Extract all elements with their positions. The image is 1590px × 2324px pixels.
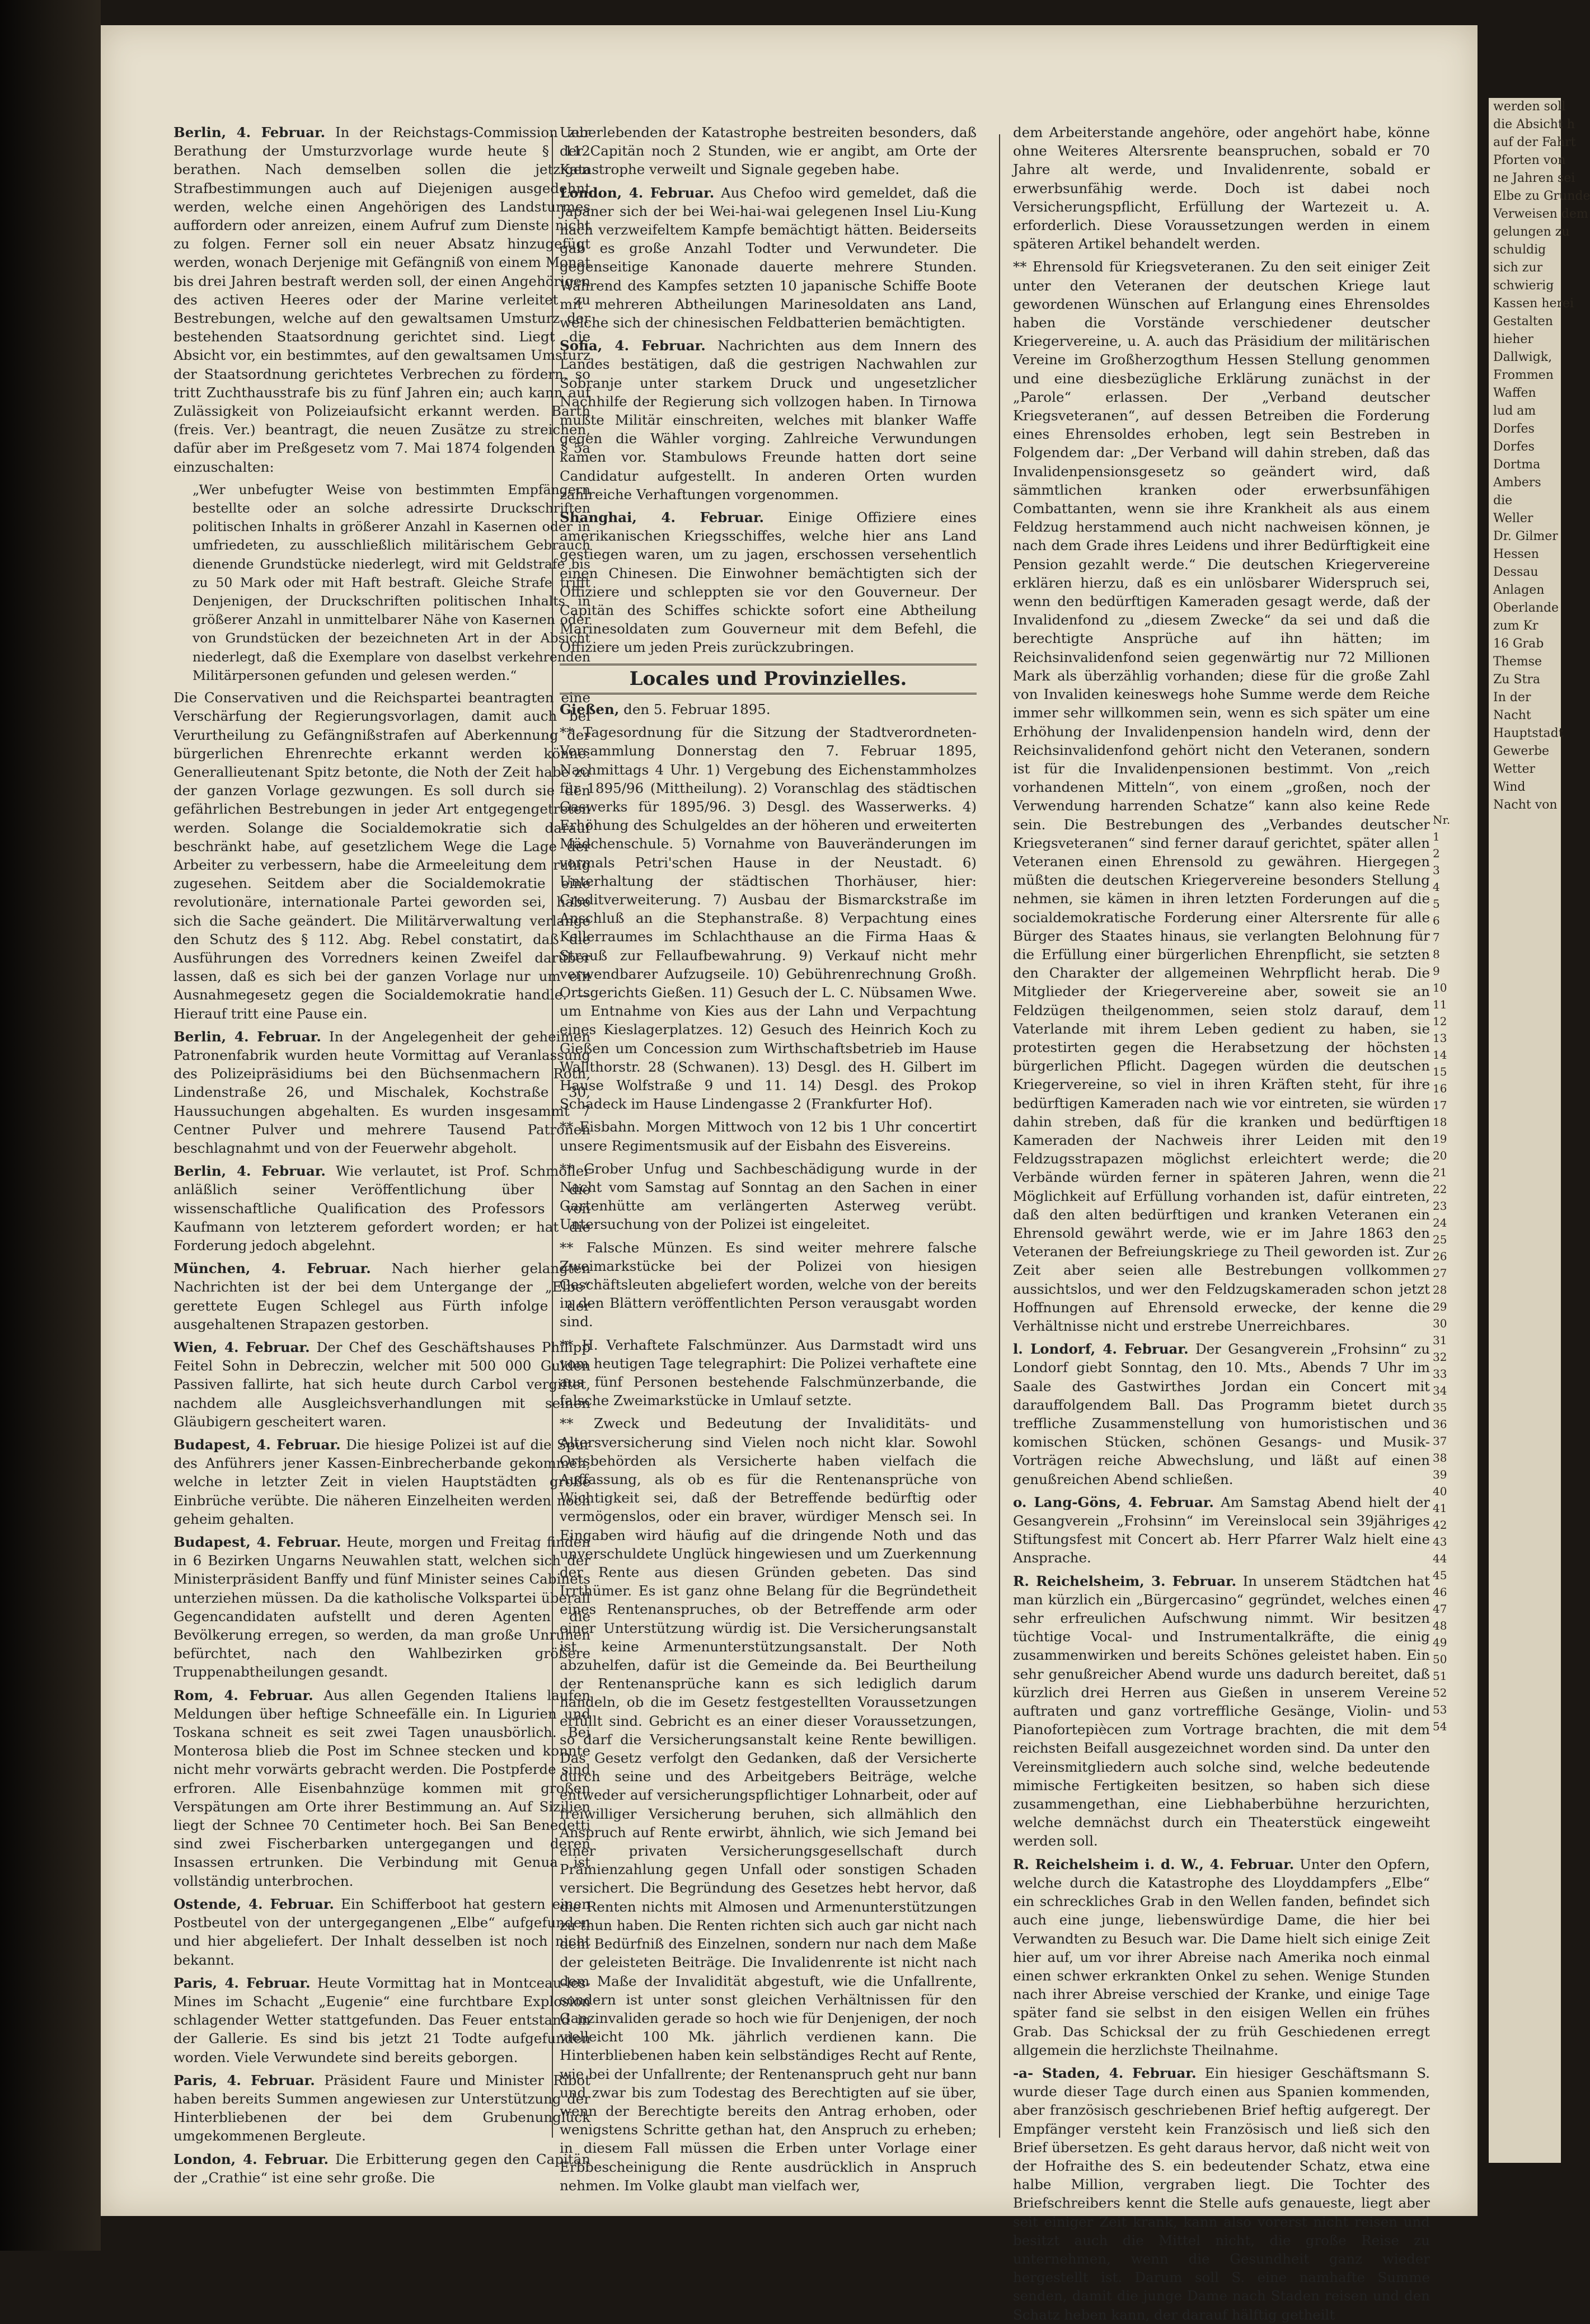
facing-page-number: 22 <box>1433 1182 1447 1196</box>
article-place: Budapest, 4. Februar. <box>173 1534 341 1551</box>
facing-page-number: 17 <box>1433 1098 1447 1112</box>
local-news-item <box>560 1238 977 1331</box>
facing-page-number: 42 <box>1433 1518 1447 1532</box>
facing-page-line: Wetter <box>1493 762 1536 776</box>
facing-page-number: 13 <box>1433 1031 1447 1045</box>
article-place: Paris, 4. Februar. <box>173 1974 311 1991</box>
facing-page-line: Elbe zu Grunde <box>1493 189 1590 203</box>
facing-page-number: 11 <box>1433 998 1447 1011</box>
facing-page-table-numbers <box>1433 811 1483 1735</box>
facing-page-text <box>1489 98 1590 814</box>
local-news-item <box>560 1159 977 1234</box>
facing-page-line: Dortma <box>1493 458 1541 472</box>
article-place: -a- Staden, 4. Februar. <box>1013 2064 1197 2081</box>
facing-page-number: 31 <box>1433 1334 1447 1347</box>
facing-page-number: 52 <box>1433 1686 1447 1699</box>
facing-page-number: 9 <box>1433 964 1440 978</box>
facing-page-number: 4 <box>1433 880 1440 894</box>
facing-page-line: Zu Stra <box>1493 673 1540 687</box>
local-news-item <box>560 723 977 1113</box>
facing-page-line: Kassen herei <box>1493 297 1574 311</box>
local-news-item <box>560 1414 977 2195</box>
facing-page-number: 46 <box>1433 1585 1447 1599</box>
article <box>1013 1572 1430 1851</box>
article <box>560 336 977 504</box>
article-text: Wie verlautet, ist Prof. Schmoller anläßlich seiner Veröffentlichung über die wissenschaftliche Qualification des Professors von Kaufmann von letzterem gefordert worden; er hat die Forderung jedoch abgelehnt. <box>173 1163 590 1253</box>
article-text: ** Falsche Münzen. Es sind weiter mehrere falsche Zweimarkstücke bei der Polizei von hiesigen Geschäftsleuten abgeliefert worden, welche von der bereits in den Blättern veröffentlichten Person verausgabt worden sind. <box>560 1239 977 1330</box>
facing-page-number: 29 <box>1433 1300 1447 1313</box>
article-text: Unter den Opfern, welche durch die Katastrophe des Lloyddampfers „Elbe“ ein schreckliches Grab in den Wellen fanden, befindet sich auch eine junge, liebenswürdige Dame, die hier bei Verwandten zu Besuch war. Die Dame hielt sich einige Zeit hier auf, um vor ihrer Abreise nach Amerika noch einmal einen schwer erkrankten Onkel zu sehen. Wenige Stunden nach ihrer Abreise verschied der Kranke, und einige Tage später fand sie selbst in den eisigen Wellen ein frühes Grab. Das Schicksal der zu früh Geschiedenen erregt allgemein die herzlichste Theilnahme. <box>1013 1856 1430 2058</box>
dateline <box>560 700 977 719</box>
facing-page-line: die Absicht h <box>1493 118 1575 132</box>
facing-page-line: Dorfes <box>1493 422 1535 436</box>
facing-page-line: Anlagen <box>1493 583 1545 597</box>
article-text: Präsident Faure und Minister Ribot haben bereits Summen angewiesen zur Unterstützung der Hinterbliebenen der bei dem Grubenunglück umgekommenen Bergleute. <box>173 2072 590 2144</box>
facing-page-number: 38 <box>1433 1451 1447 1464</box>
facing-page-number: 45 <box>1433 1569 1447 1582</box>
article <box>173 2150 590 2187</box>
facing-page-number: 6 <box>1433 914 1440 927</box>
article <box>173 688 590 1023</box>
article-place: Wien, 4. Februar. <box>173 1339 310 1355</box>
facing-page-number: 25 <box>1433 1233 1447 1246</box>
article-text: Nachrichten aus dem Innern des Landes bestätigen, daß die gestrigen Nachwahlen zur Sobranje unter starkem Druck und ungesetzlicher Nachhilfe der Regierung sich vollzogen haben. In Tirnowa mußte Militär einschreiten, welches mit blanker Waffe gegen die Wähler vorging. Zahlreiche Verwundungen kamen vor. Stambulows Freunde hatten dort seine Candidatur aufgestellt. In anderen Orten wurden zahlreiche Verhaftungen vorgenommen. <box>560 337 977 503</box>
article-place: Ostende, 4. Februar. <box>173 1895 334 1912</box>
article <box>173 1259 590 1334</box>
facing-page-number: 23 <box>1433 1199 1447 1213</box>
facing-page-number: 50 <box>1433 1652 1447 1666</box>
article-text: dem Arbeiterstande angehöre, oder angehört habe, könne ohne Weiteres Altersrente beanspruchen, sobald er 70 Jahre alt werde, und Invalidenrente, sobald er erwerbsunfähig werde. Doch ist dabei noch Versicherungspflicht, Erfüllung der Wartezeit u. A. erforderlich. Diese Voraussetzungen werden in einem späteren Artikel behandelt werden. <box>1013 124 1430 252</box>
facing-page-number: 41 <box>1433 1501 1447 1515</box>
article <box>173 2071 590 2145</box>
article <box>173 123 590 476</box>
article-text: ** Ehrensold für Kriegsveteranen. Zu den seit einiger Zeit unter den Veteranen der deutschen Kriege laut gewordenen Wünschen auf Erlangung eines Ehrensoldes haben die Vorstände verschiedener deutscher Kriegervereine, u. A. auch das Präsidium der militärischen Vereine im Großherzogthum Hessen Stellung genommen und eine diesbezügliche Erklärung zunächst in der „Parole“ erlassen. Der „Verband deutscher Kriegsveteranen“, auf dessen Betreiben die Forderung eines Ehrensoldes erhoben, legt sein Bestreben in Folgendem dar: „Der Verband will dahin streben, daß das Invalidenpensionsgesetz so geändert wird, daß sämmtlichen kranken oder erwerbsunfähigen Combattanten, wenn sie ihre Krankheit als aus einem Feldzug herstammend auch nicht nachweisen können, je nach dem Grade ihres Leidens und ihrer Bedürftigkeit eine Pension gezahlt werde.“ Die deutschen Kriegervereine erklären hierzu, daß es ein unlösbarer Widerspruch sei, wenn den bedürftigen Kameraden gesagt werde, daß der Invalidenfond zu „diesem Zwecke“ da sei und daß die berechtigte Ansprüche auf ihn hätten; im Reichsinvalidenfond seien gegenwärtig nur 72 Millionen Mark als überzählig vorhanden; diese für die große Zahl von Invaliden keineswegs hohe Summe werde dem Reiche immer sehr willkommen sein, wenn es sich später um eine Erhöhung der Invalidenpension handeln wird, denn der Reichsinvalidenfond gehört nicht den Veteranen, sondern ist für die Invalidenpensionen bestimmt. Von „reich vorhandenen Mitteln“, von einem „großen, noch der Verwendung harrenden Schatze“ kann also keine Rede sein. Die Bestrebungen des „Verbandes deutscher Kriegsveteranen“ sind ferner darauf gerichtet, später allen Veteranen einen Ehrensold zu gewähren. Hiergegen müßten die deutschen Kriegervereine besonders Stellung nehmen, sie kämen in ihren letzten Forderungen auf die socialdemokratische Forderung einer Altersrente für alle Bürger des Staates hinaus, sie verlangten Belohnung für die Erfüllung einer bürgerlichen Ehrenpflicht, sie setzten den Charakter der allgemeinen Wehrpflicht herab. Die Mitglieder der Kriegervereine aber, soweit sie an Feldzügen theilgenommen, seien stolz darauf, dem Vaterlande mit ihrem Leben gedient zu haben, sie protestirten gegen die Herabsetzung der höchsten bürgerlichen Pflicht. Dagegen würden die deutschen Kriegervereine, so viel in ihren Kräften steht, für ihre bedürftigen Kameraden nach wie vor eintreten, sie würden dahin streben, daß für die kranken und bedürftigen Kameraden der Nachweis ihrer Leiden mit den Feldzugsstrapazen möglichst erleichtert werde; die Verbände würden ferner in späteren Jahren, wenn die Möglichkeit auf Erfüllung vorhanden ist, dafür eintreten, daß den alten bedürftigen und kranken Veteranen ein Ehrensold gewährt werde, wie er im Jahre 1863 den Veteranen der Befreiungskriege zu Theil geworden ist. Zur Zeit aber seien alle Bestrebungen vollkommen aussichtslos, und wer den Feldzugskameraden schon jetzt Hoffnungen auf Ehrensold erwecke, der kenne die Verhältnisse nicht und erstrebe Unerreichbares. <box>1013 259 1430 1334</box>
facing-page-line: auf der Fahrt <box>1493 135 1576 149</box>
facing-page-number: 37 <box>1433 1434 1447 1448</box>
article-place: Rom, 4. Februar. <box>173 1687 313 1703</box>
facing-page-line: Dallwigk, <box>1493 350 1553 364</box>
article-text: Heute, morgen und Freitag finden in 6 Bezirken Ungarns Neuwahlen statt, welchen sich der Ministerpräsident Banffy und fünf Minister seines Cabinets unterziehen müssen. Da die katholische Volkspartei überall Gegencandidaten aufstellt und deren Agenten die Bevölkerung erregen, so werden, da man große Unruhen befürchtet, nach den Wahlbezirken größere Truppenabtheilungen gesandt. <box>173 1534 590 1680</box>
facing-page-line: Pforten von <box>1493 153 1566 167</box>
article-place: Berlin, 4. Februar. <box>173 1028 321 1045</box>
article-text: Am Samstag Abend hielt der Gesangverein „Frohsinn“ im Vereinslocal sein 39jähriges Stiftungsfest mit Concert ab. Herr Pfarrer Walz hielt eine Ansprache. <box>1013 1494 1430 1566</box>
dateline-date: den 5. Februar 1895. <box>623 701 771 717</box>
quoted-paragraph: „Wer unbefugter Weise von bestimmten Empfängern bestellte oder an solche adressirte Druckschriften politischen Inhalts in größerer Anzahl in Kasernen oder in umfriedeten, zu ausschließlich militärischem Gebrauch dienende Grundstücke niederlegt, wird mit Geldstrafe bis zu 50 Mark oder mit Haft bestraft. Gleiche Strafe trifft Denjenigen, der Druckschriften politischen Inhalts in größerer Anzahl in unmittelbarer Nähe von Kasernen oder von Grundstücken der bezeichneten Art in der Absicht niederlegt, daß die Exemplare von daselbst verkehrenden Militärpersonen gefunden und gelesen werden.“ <box>193 481 590 683</box>
facing-page-number: 21 <box>1433 1166 1447 1179</box>
facing-page-line: Nacht von <box>1493 798 1558 812</box>
article <box>560 508 977 657</box>
article-place: Sofia, 4. Februar. <box>560 337 706 354</box>
article-text: In der Angelegenheit der geheimen Patronenfabrik wurden heute Vormittag auf Veranlassung des Polizeipräsidiums bei den Büchsenmachern Roth, Lindenstraße 26, und Mischalek, Kochstraße 30, Haussuchungen abgehalten. Es wurden insgesammt 7 Centner Pulver und mehrere Tausend Patronen beschlagnahmt und von der Feuerwehr abgeholt. <box>173 1028 590 1156</box>
facing-page-line: Hauptstadt <box>1493 726 1564 740</box>
facing-page-number: 51 <box>1433 1669 1447 1683</box>
column-2 <box>560 123 977 2194</box>
facing-page-line: Frommen <box>1493 368 1554 382</box>
facing-page-line: gelungen zu <box>1493 225 1570 239</box>
article <box>1013 123 1430 253</box>
facing-page-number: 18 <box>1433 1115 1447 1129</box>
article-text: In unserem Städtchen hat man kürzlich ein „Bürgercasino“ gegründet, welches einen sehr erfreulichen Aufschwung nimmt. Wir besitzen tüchtige Vocal- und Instrumentalkräfte, die einig zusammenwirken und bereits Schönes geleistet haben. Ein sehr genußreicher Abend wurde uns dadurch bereitet, daß kürzlich drei Herren aus Gießen in unserem Vereine auftraten und ganz vortreffliche Gesänge, Violin- und Pianofortepiècen zum Vortrage brachten, die mit dem reichsten Beifall ausgezeichnet worden sind. Da unter den Vereinsmitgliedern auch solche sind, welche bedeutende mimische Fertigkeiten besitzen, so haben sich diese zusammengethan, eine Liebhaberbühne herzurichten, welche demnächst durch ein Theaterstück eingeweiht werden soll. <box>1013 1572 1430 1849</box>
facing-page-number: 19 <box>1433 1132 1447 1145</box>
facing-page-line: Oberlande <box>1493 601 1559 615</box>
article-text: ** Eisbahn. Morgen Mittwoch von 12 bis 1 Uhr concertirt unsere Regimentsmusik auf der Eisbahn des Eisvereins. <box>560 1119 977 1154</box>
article <box>173 1338 590 1431</box>
facing-page-line: 16 Grab <box>1493 637 1544 651</box>
facing-page-number: 32 <box>1433 1350 1447 1364</box>
facing-page-line: Wind <box>1493 780 1526 794</box>
column-3 <box>1013 123 1430 2323</box>
facing-page-number: 27 <box>1433 1266 1447 1280</box>
facing-page-number: 40 <box>1433 1485 1447 1498</box>
facing-page-line: zum Kr <box>1493 619 1539 633</box>
article <box>173 1162 590 1255</box>
column-1 <box>173 123 591 2186</box>
facing-page-number: 35 <box>1433 1401 1447 1414</box>
article-text: Der Gesangverein „Frohsinn“ zu Londorf giebt Sonntag, den 10. Mts., Abends 7 Uhr im Saale des Gastwirthes Jordan ein Concert mit darauffolgendem Ball. Das Programm bietet durch treffliche Zusammenstellung von humoristischen und komischen Stücken, schönen Gesangs- und Musik-Vorträgen reiche Abwechslung, und läßt auf einen genußreichen Abend schließen. <box>1013 1341 1430 1487</box>
facing-page-line: Gewerbe <box>1493 744 1550 758</box>
article-text: ** Tagesordnung für die Sitzung der Stadtverordneten-Versammlung Donnerstag den 7. Februar 1895, Nachmittags 4 Uhr. 1) Vergebung des Eichenstammholzes für 1895/96 (Mittheilung). 2) Voranschlag des städtischen Gaswerks für 1895/96. 3) Desgl. des Wasserwerks. 4) Erhöhung des Schulgeldes an der höheren und erweiterten Mädchenschule. 5) Vornahme von Bauveränderungen im vormals Petri'schen Hause in der Neustadt. 6) Unterhaltung der städtischen Thorhäuser, hier: Creditverweiterung. 7) Ausbau der Bismarckstraße im Anschluß an die Stephanstraße. 8) Verpachtung eines Kellerraumes im Schlachthause an die Firma Haas & Strauß zur Fellaufbewahrung. 9) Verkauf nicht mehr verwendbarer Aufzugseile. 10) Gebührenrechnung Großh. Ortsgerichts Gießen. 11) Gesuch der L. C. Nübsamen Wwe. um Entnahme von Kies aus der Lahn und Verpachtung eines Kieslagerplatzes. 12) Gesuch des Heinrich Koch zu Gießen um Concession zum Wirthschaftsbetrieb im Hause Wallthorstr. 28 (Schwanen). 13) Desgl. des H. Gilbert im Hause Wolfstraße 9 und 11. 14) Desgl. des Prokop Schadeck im Hause Lindengasse 2 (Frankfurter Hof). <box>560 724 977 1112</box>
article <box>1013 2064 1430 2324</box>
article-place: R. Reichelsheim i. d. W., 4. Februar. <box>1013 1856 1294 1872</box>
article-text: Der Chef des Geschäftshauses Philipp Feitel Sohn in Debreczin, welcher mit 500 000 Gulden Passiven fallirte, hat sich heute durch Carbol vergiftet, nachdem alle Ausgleichsverhandlungen mit seinen Gläubigern gescheitert waren. <box>173 1339 590 1430</box>
facing-page-number: 8 <box>1433 947 1440 961</box>
facing-page-edge <box>1489 98 1590 2163</box>
article-text: Aus Chefoo wird gemeldet, daß die Japaner sich der bei Wei-hai-wai gelegenen Insel Liu-Kung nach verzweifeltem Kampfe bemächtigt hätten. Beiderseits gab es große Anzahl Todter und Verwundeter. Die gegenseitige Kanonade dauerte mehrere Stunden. Während des Kampfes setzten 10 japanische Schiffe Boote mit mehreren Abtheilungen Marinesoldaten ans Land, welche sich der chinesischen Feldbatterien bemächtigten. <box>560 184 977 331</box>
facing-page-number: 30 <box>1433 1317 1447 1330</box>
article-place: Budapest, 4. Februar. <box>173 1436 341 1453</box>
facing-page-number: 47 <box>1433 1602 1447 1616</box>
article-text: ** H. Verhaftete Falschmünzer. Aus Darmstadt wird uns vom heutigen Tage telegraphirt: Die Polizei verhaftete eine aus fünf Personen bestehende Falschmünzerbande, die falsche Zweimarkstücke in Umlauf setzte. <box>560 1336 977 1409</box>
article <box>1013 1493 1430 1567</box>
local-news-item <box>1013 257 1430 1335</box>
facing-page-number: 48 <box>1433 1619 1447 1632</box>
facing-page-number: 26 <box>1433 1250 1447 1263</box>
facing-page-number: 1 <box>1433 830 1440 843</box>
article <box>1013 1340 1430 1489</box>
column-rule <box>999 134 1000 2138</box>
article-text: Nach hierher gelangten Nachrichten ist der bei dem Untergange der „Elbe“ gerettete Eugen Schlegel aus Fürth infolge der ausgehaltenen Strapazen gestorben. <box>173 1260 590 1332</box>
facing-page-number: 15 <box>1433 1065 1447 1078</box>
facing-page-number: 44 <box>1433 1552 1447 1565</box>
article-place: München, 4. Februar. <box>173 1260 371 1277</box>
article-text: Heute Vormittag hat in Montceau-les-Mines im Schacht „Eugenie“ eine furchtbare Explosion schlagender Wetter stattgefunden. Das Feuer entstand in der Gallerie. Es sind bis jetzt 21 Todte aufgefunden worden. Viele Verwundete sind bereits geborgen. <box>173 1974 591 2065</box>
article-text: Aus allen Gegenden Italiens laufen Meldungen über heftige Schneefälle ein. In Ligurien und Toskana schneit es seit zwei Tagen unausbörlich. Bei Monterosa blieb die Post im Schnee stecken und konnte nicht mehr vorwärts gebracht werden. Die Postpferde sind erfroren. Alle Eisenbahnzüge kommen mit großen Verspätungen am Orte ihrer Bestimmung an. Auf Sizilien liegt der Schnee 70 Centimeter hoch. Bei San Benedetti sind zwei Fischerbarken untergegangen und deren Insassen ertrunken. Die Verbindung mit Genua ist vollständig unterbrochen. <box>173 1687 590 1889</box>
article-place: Berlin, 4. Februar. <box>173 124 326 140</box>
facing-page-line: Dessau <box>1493 565 1539 579</box>
facing-page-number: 7 <box>1433 931 1440 944</box>
facing-page-number: 34 <box>1433 1384 1447 1397</box>
facing-page-number: 28 <box>1433 1283 1447 1297</box>
article <box>560 123 977 179</box>
article <box>560 184 977 332</box>
article-text: Die Conservativen und die Reichspartei beantragten eine Verschärfung der Regierungsvorlagen, damit auch bei Verurtheilung zu Gefängnißstrafen auf Aberkennung der bürgerlichen Ehrenrechte erkannt werden könne. Generallieutenant Spitz betonte, die Noth der Zeit habe zu der ganzen Vorlage gezwungen. Es soll durch sie den gefährlichen Bestrebungen in jeder Art entgegengetreten werden. Solange die Socialdemokratie sich darauf beschränkt habe, auf gesetzlichem Wege die Lage der Arbeiter zu verbessern, habe die Armeeleitung dem ruhig zugesehen. Seitdem aber die Socialdemokratie eine revolutionäre, internationale Partei geworden sei, habe sich die Sache geändert. Die Militärverwaltung verlange den Schutz des § 112. Abg. Rebel constatirt, daß die Ausführungen des Vorredners keinen Zweifel darüber lassen, daß es sich bei der ganzen Vorlage nur um ein Ausnahmegesetz gegen die Socialdemokratie handle. — Hierauf tritt eine Pause ein. <box>173 689 590 1022</box>
facing-page-number: 10 <box>1433 981 1447 994</box>
facing-page-line: Ambers <box>1493 476 1541 490</box>
article <box>173 1895 590 1969</box>
facing-page-line: die <box>1493 494 1513 508</box>
article-place: l. Londorf, 4. Februar. <box>1013 1341 1189 1358</box>
facing-page-number: 53 <box>1433 1703 1447 1716</box>
facing-page-number: 33 <box>1433 1367 1447 1381</box>
dateline-place: Gießen, <box>560 701 620 717</box>
facing-page-number: 2 <box>1433 847 1440 860</box>
article-text: ** Zweck und Bedeutung der Invaliditäts- und Altersversicherung sind Vielen noch nicht klar. Sowohl Ortsbehörden als Versicherte haben vielfach die Auffassung, als ob es für die Rentenansprüche von Wichtigkeit sei, daß der Betreffende bedürftig oder vermögenslos, oder ein braver, würdiger Mensch sei. In Eingaben wird häufig auf die dringende Noth und das unverschuldete Unglück hingewiesen und um Zuerkennung der Rente aus diesen Gründen gebeten. Das sind Irrthümer. Es ist ganz ohne Belang für die Begründetheit eines Rentenanspruches, ob der Betreffende arm oder einer Unterstützung würdig ist. Die Versicherungsanstalt ist keine Armenunterstützungsanstalt. Der Noth abzuhelfen, dafür ist die Gemeinde da. Bei Beurtheilung der Rentenansprüche kann es sich lediglich darum handeln, ob die im Gesetz festgestellten Voraussetzungen erfüllt sind. Gebricht es an einer dieser Voraussetzungen, so darf die Versicherungsanstalt keine Rente bewilligen. Das Gesetz verfolgt den Gedanken, daß der Versicherte durch seine und des Arbeitgebers Beiträge, welche entweder auf versicherungspflichtiger Lohnarbeit, oder auf freiwilliger Versicherung beruhen, sich allmählich den Anspruch auf Rente erwirbt, ähnlich, wie sich Jemand bei einer privaten Versicherungsgesellschaft durch Prämienzahlung gegen Unfall oder sonstigen Schaden versichert. Die Begründung des Gesetzes hebt hervor, daß die Renten nichts mit Almosen und Armenunterstützungen zu thun haben. Die Renten richten sich auch gar nicht nach dem Bedürfniß des Einzelnen, sondern nur nach dem Maße der geleisteten Beiträge. Die Invalidenrente ist nicht nach dem Maße der Invalidität abgestuft, wie die Unfallrente, sondern ist unter sonst gleichen Verhältnissen für den Ganzinvaliden gerade so hoch wie für Denjenigen, der noch vielleicht 100 Mk. jährlich verdienen kann. Die Hinterbliebenen haben kein selbständiges Recht auf Rente, wie bei der Unfallrente; der Rentenanspruch geht nur bann und zwar bis zum Todestag des Berechtigten auf sie über, wenn der Berechtigte bereits den Antrag erhoben, oder wenigstens Schritte gethan hat, den Anspruch zu erheben; in diesem Fall müssen die Erben unter Vorlage einer Erbbescheinigung die Rente ausdrücklich in Anspruch nehmen. Im Volke glaubt man vielfach wer, <box>560 1415 977 2194</box>
facing-page-number: 49 <box>1433 1636 1447 1649</box>
article-text: Einige Offiziere eines amerikanischen Kriegsschiffes, welche hier ans Land gestiegen waren, um zu jagen, erschossen versehentlich einen Chinesen. Die Einwohner bemächtigten sich der Offiziere und schleppten sie vor den Gouverneur. Der Capitän des Schiffes schickte sofort eine Abtheilung Marinesoldaten zum Gouverneur mit dem Befehl, die Offiziere um jeden Preis zurückzubringen. <box>560 509 977 656</box>
article <box>173 1435 590 1528</box>
article-text: Die Erbitterung gegen den Capitän der „Crathie“ ist eine sehr große. Die <box>173 2151 590 2186</box>
facing-page-number: 12 <box>1433 1015 1447 1028</box>
article <box>173 1686 590 1890</box>
facing-page-number: 3 <box>1433 863 1440 877</box>
article <box>1013 1855 1430 2059</box>
facing-page-line: sich zur <box>1493 261 1543 275</box>
facing-page-number: 16 <box>1433 1082 1447 1095</box>
facing-page-number: 24 <box>1433 1216 1447 1229</box>
facing-page-line: In der <box>1493 691 1531 705</box>
facing-page-number: Nr. <box>1433 813 1451 827</box>
local-news-item <box>560 1118 977 1154</box>
article-place: London, 4. Februar. <box>560 184 715 201</box>
facing-page-number: 54 <box>1433 1720 1447 1733</box>
article-text: Ein hiesiger Geschäftsmann S. wurde dieser Tage durch einen aus Spanien kommenden, aber französisch geschriebenen Brief heftig aufgeregt. Der Empfänger versteht kein Französisch und ließ sich den Brief übersetzen. Es geht daraus hervor, daß nicht weit von der Hofraithe des S. ein bedeutender Schatz, etwa eine halbe Million, vergraben liegt. Die Tochter des Briefschreibers kennt die Stelle aufs genaueste, liegt aber seit einiger Zeit krank, kann also vorerst nicht reisen und besitzt auch die Mittel nicht, die große Reise zu unternehmen, wenn die Gesundheit ganz wieder hergestellt ist. Darum soll S. eine namhafte Summe senden, damit die junge Dame nach Staden reisen und den Schatz heben kann, der darauf hälftig getheilt <box>1013 2064 1430 2323</box>
facing-page-number: 14 <box>1433 1048 1447 1062</box>
article-place: R. Reichelsheim, 3. Februar. <box>1013 1572 1237 1589</box>
facing-page-line: Hessen <box>1493 547 1539 561</box>
article-place: Paris, 4. Februar. <box>173 2072 315 2088</box>
facing-page-number: 43 <box>1433 1535 1447 1548</box>
facing-page-number: 36 <box>1433 1417 1447 1431</box>
article-text: Die hiesige Polizei ist auf die Spur des Anführers jener Kassen-Einbrecherbande gekommen, welche in letzter Zeit in vielen Hauptstädten große Einbrüche verübte. Die näheren Einzelheiten werden noch geheim gehalten. <box>173 1436 591 1527</box>
facing-page-line: Themse <box>1493 655 1542 669</box>
article-place: Berlin, 4. Februar. <box>173 1163 326 1180</box>
facing-page-number: 20 <box>1433 1149 1447 1162</box>
facing-page-line: Gestalten <box>1493 314 1553 328</box>
article-text: Ueberlebenden der Katastrophe bestreiten besonders, daß der Capitän noch 2 Stunden, wie er angibt, am Orte der Katastrophe verweilt und Signale gegeben habe. <box>560 124 977 178</box>
facing-page-line: schwierig <box>1493 279 1554 293</box>
facing-page-line: hieher <box>1493 332 1533 346</box>
facing-page-line: lud am <box>1493 404 1536 418</box>
article <box>173 1027 590 1157</box>
local-news-item <box>560 1336 977 1410</box>
facing-page-number: 5 <box>1433 897 1440 910</box>
facing-page-line: ne Jahren sei <box>1493 171 1575 185</box>
section-heading: Locales und Provinzielles. <box>560 664 977 694</box>
article <box>173 1974 590 2067</box>
facing-page-line: Weller <box>1493 511 1533 525</box>
facing-page-line: schuldig <box>1493 243 1546 257</box>
article-place: London, 4. Februar. <box>173 2151 329 2167</box>
article-place: o. Lang-Göns, 4. Februar. <box>1013 1494 1214 1510</box>
book-binding <box>0 0 101 2251</box>
facing-page-number: 39 <box>1433 1468 1447 1481</box>
article <box>173 1533 590 1682</box>
facing-page-line: Waffen <box>1493 386 1536 400</box>
article-text: In der Reichstags-Commission zur Berathung der Umsturzvorlage wurde heute § 112 berathen. Nach demselben sollen die jetzigen Strafbestimmungen auch auf Diejenigen ausgedehnt werden, welche einen Angehörigen des Landsturmes auffordern oder anreizen, einem Aufruf zum Dienste nicht zu folgen. Ferner soll ein neuer Absatz hinzugefügt werden, wonach Derjenige mit Gefängniß von einem Monat bis drei Jahren bestraft werden soll, der einen Angehörigen des activen Heeres oder der Marine verleitet zu Bestrebungen, welche auf den gewaltsamen Umsturz der bestehenden Staatsordnung gerichtet sind. Liegt die Absicht vor, ein bestimmtes, auf den gewaltsamen Umsturz der Staatsordnung gerichtetes Verbrechen zu fördern, so tritt Zuchthausstrafe bis zu fünf Jahren ein; auch kann auf Zulässigkeit von Polizeiaufsicht erkannt werden. Barth (freis. Ver.) beantragt, die neuen Zusätze zu streichen, dafür aber im Preßgesetz vom 7. Mai 1874 folgenden § 5a einzuschalten: <box>173 124 590 475</box>
facing-page-line: Nacht <box>1493 708 1531 722</box>
facing-page-line: Dr. Gilmer <box>1493 529 1558 543</box>
article-text: ** Grober Unfug und Sachbeschädigung wurde in der Nacht vom Samstag auf Sonntag an den Sachen in einer Gartenhütte am verlängerten Asterweg verübt. Untersuchung von der Polizei ist eingeleitet. <box>560 1160 977 1233</box>
facing-page-line: Dorfes <box>1493 440 1535 454</box>
facing-page-line: Verweisen dem <box>1493 207 1588 221</box>
article-place: Shanghai, 4. Februar. <box>560 509 764 526</box>
facing-page-line: werden soll <box>1493 100 1566 114</box>
article-text: Ein Schifferboot hat gestern einen Postbeutel von der untergegangenen „Elbe“ aufgefunden und hier abgeliefert. Der Inhalt desselben ist noch nicht bekannt. <box>173 1895 591 1968</box>
